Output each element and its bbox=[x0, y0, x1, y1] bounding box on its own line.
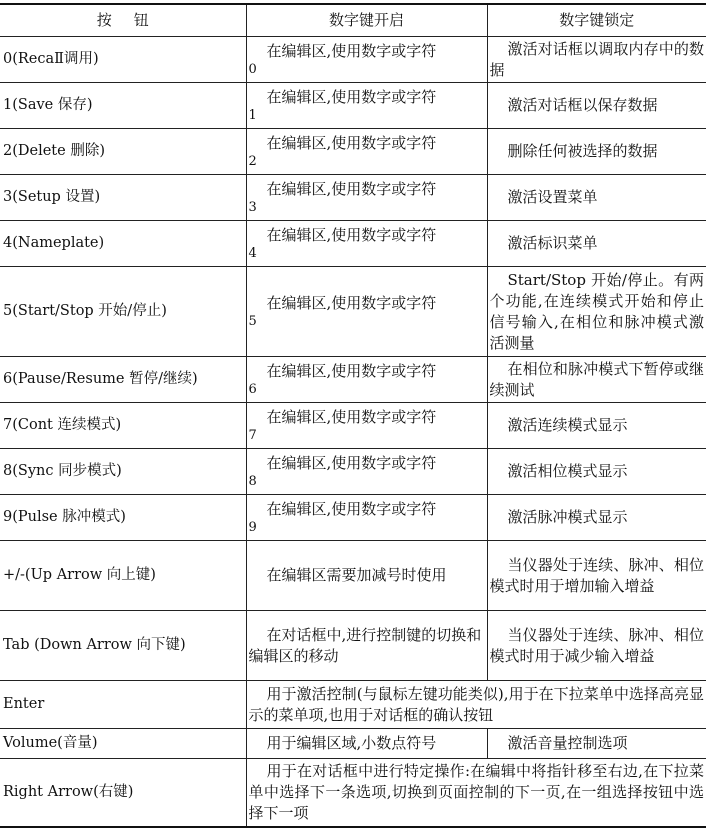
numlock-off-cell: 当仪器处于连续、脉冲、相位模式时用于减少输入增益 bbox=[487, 611, 706, 681]
key-name-cell: +/-(Up Arrow 向上键) bbox=[0, 541, 246, 611]
numlock-on-text: 用于编辑区域,小数点符号 bbox=[266, 734, 437, 752]
key-description-cell: 用于激活控制(与鼠标左键功能类似),用于在下拉菜单中选择高亮显示的菜单项,也用于对话框的确认按钮 bbox=[246, 681, 706, 729]
numlock-on-cell bbox=[246, 221, 487, 267]
key-name-cell: 7(Cont 连续模式) bbox=[0, 403, 246, 449]
key-name-cell: 5(Start/Stop 开始/停止) bbox=[0, 267, 246, 357]
table-row bbox=[0, 611, 706, 681]
table-row bbox=[0, 129, 706, 175]
numlock-on-cell bbox=[246, 403, 487, 449]
numlock-on-digit: 9 bbox=[248, 520, 257, 535]
table-row bbox=[0, 681, 706, 729]
numlock-on-text: 在编辑区,使用数字或字符 bbox=[266, 226, 437, 244]
numlock-on-digit: 3 bbox=[248, 200, 257, 215]
key-name-cell: Volume(音量) bbox=[0, 729, 246, 759]
header-button: 按钮 bbox=[0, 4, 246, 37]
numlock-off-cell: Start/Stop 开始/停止。有两个功能,在连续模式开始和停止信号输入,在相位和脉冲模式激活测量 bbox=[487, 267, 706, 357]
numlock-off-cell: 激活相位模式显示 bbox=[487, 449, 706, 495]
numlock-on-digit: 0 bbox=[248, 62, 257, 77]
numlock-off-cell: 激活标识菜单 bbox=[487, 221, 706, 267]
numlock-on-text: 在编辑区需要加减号时使用 bbox=[266, 566, 447, 584]
table-row bbox=[0, 759, 706, 827]
numlock-on-cell bbox=[246, 449, 487, 495]
numlock-off-cell: 激活连续模式显示 bbox=[487, 403, 706, 449]
header-row bbox=[0, 4, 706, 37]
numlock-on-text: 在编辑区,使用数字或字符 bbox=[266, 294, 437, 312]
numlock-on-cell bbox=[246, 357, 487, 403]
numlock-off-cell: 激活对话框以保存数据 bbox=[487, 83, 706, 129]
numlock-on-text: 在编辑区,使用数字或字符 bbox=[266, 42, 437, 60]
key-name-cell: 6(Pause/Resume 暂停/继续) bbox=[0, 357, 246, 403]
numlock-on-digit: 8 bbox=[248, 474, 257, 489]
numlock-off-cell: 在相位和脉冲模式下暂停或继续测试 bbox=[487, 357, 706, 403]
key-name-cell: 1(Save 保存) bbox=[0, 83, 246, 129]
table-row bbox=[0, 357, 706, 403]
numlock-off-cell: 激活脉冲模式显示 bbox=[487, 495, 706, 541]
numlock-off-cell: 删除任何被选择的数据 bbox=[487, 129, 706, 175]
numlock-on-cell bbox=[246, 267, 487, 357]
key-name-cell: 3(Setup 设置) bbox=[0, 175, 246, 221]
numlock-on-cell bbox=[246, 611, 487, 681]
header-numlock-on: 数字键开启 bbox=[246, 4, 487, 37]
numlock-off-cell: 激活对话框以调取内存中的数据 bbox=[487, 37, 706, 83]
numlock-on-digit: 2 bbox=[248, 154, 257, 169]
header-numlock-off: 数字键锁定 bbox=[487, 4, 706, 37]
numlock-on-digit: 1 bbox=[248, 108, 257, 123]
numlock-on-digit: 7 bbox=[248, 428, 257, 443]
numlock-off-cell: 激活设置菜单 bbox=[487, 175, 706, 221]
table-row bbox=[0, 449, 706, 495]
numlock-on-digit: 5 bbox=[248, 314, 257, 329]
numlock-on-text: 在对话框中,进行控制键的切换和编辑区的移动 bbox=[248, 625, 482, 665]
table-row bbox=[0, 541, 706, 611]
numlock-off-cell: 当仪器处于连续、脉冲、相位模式时用于增加输入增益 bbox=[487, 541, 706, 611]
numlock-on-digit: 6 bbox=[248, 382, 257, 397]
numlock-on-text: 在编辑区,使用数字或字符 bbox=[266, 454, 437, 472]
numlock-on-cell bbox=[246, 37, 487, 83]
key-name-cell: 2(Delete 删除) bbox=[0, 129, 246, 175]
keypad-function-table bbox=[0, 3, 706, 828]
key-name-cell: 0(RecaⅡ调用) bbox=[0, 37, 246, 83]
key-name-cell: 8(Sync 同步模式) bbox=[0, 449, 246, 495]
numlock-on-cell bbox=[246, 495, 487, 541]
numlock-on-text: 在编辑区,使用数字或字符 bbox=[266, 362, 437, 380]
key-name-cell: 4(Nameplate) bbox=[0, 221, 246, 267]
numlock-on-text: 在编辑区,使用数字或字符 bbox=[266, 180, 437, 198]
table-row bbox=[0, 83, 706, 129]
table-row bbox=[0, 729, 706, 759]
table-row bbox=[0, 267, 706, 357]
key-name-cell: Tab (Down Arrow 向下键) bbox=[0, 611, 246, 681]
key-description-cell: 用于在对话框中进行特定操作:在编辑中将指针移至右边,在下拉菜单中选择下一条选项,切换到页面控制的下一页,在一组选择按钮中选择下一项 bbox=[246, 759, 706, 827]
numlock-off-cell: 激活音量控制选项 bbox=[487, 729, 706, 759]
numlock-on-cell bbox=[246, 83, 487, 129]
numlock-on-text: 在编辑区,使用数字或字符 bbox=[266, 500, 437, 518]
table-row bbox=[0, 403, 706, 449]
numlock-on-cell bbox=[246, 729, 487, 759]
numlock-on-cell bbox=[246, 129, 487, 175]
numlock-on-text: 在编辑区,使用数字或字符 bbox=[266, 408, 437, 426]
table-row bbox=[0, 221, 706, 267]
key-name-cell: Enter bbox=[0, 681, 246, 729]
key-name-cell: 9(Pulse 脉冲模式) bbox=[0, 495, 246, 541]
table-row bbox=[0, 37, 706, 83]
table-row bbox=[0, 495, 706, 541]
numlock-on-text: 在编辑区,使用数字或字符 bbox=[266, 134, 437, 152]
numlock-on-cell bbox=[246, 175, 487, 221]
numlock-on-cell bbox=[246, 541, 487, 611]
numlock-on-digit: 4 bbox=[248, 246, 257, 261]
numlock-on-text: 在编辑区,使用数字或字符 bbox=[266, 88, 437, 106]
key-name-cell: Right Arrow(右键) bbox=[0, 759, 246, 827]
table-row bbox=[0, 175, 706, 221]
table-body bbox=[0, 37, 706, 827]
